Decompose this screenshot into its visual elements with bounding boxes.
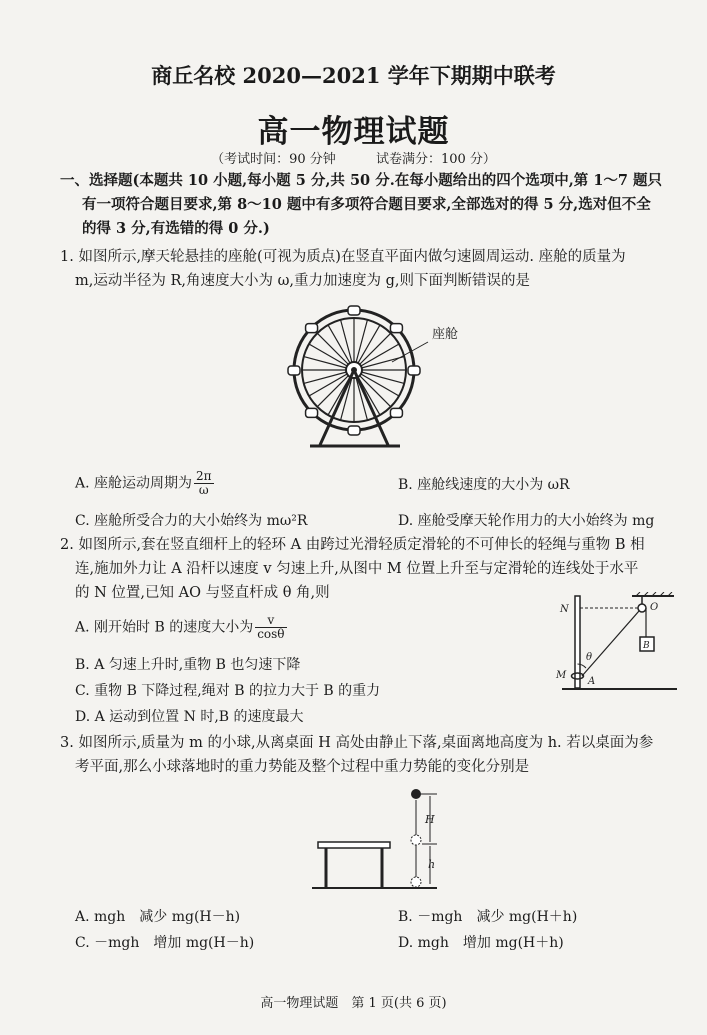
q2-option-b: B. A 匀速上升时,重物 B 也匀速下降 [75, 657, 301, 673]
q2-option-d: D. A 运动到位置 N 时,B 的速度最大 [75, 709, 304, 725]
q1-option-b: B. 座舱线速度的大小为 ωR [398, 477, 570, 493]
q2-stem-line3: 的 N 位置,已知 AO 与竖直杆成 θ 角,则 [75, 585, 330, 601]
q2-fraction-denominator: cosθ [257, 627, 285, 641]
q3-option-d: D. mgh 增加 mg(H＋h) [398, 935, 564, 951]
q1-option-a-fraction [194, 470, 214, 497]
wheel-cabin [348, 306, 360, 315]
ring-pulley-figure [552, 592, 682, 700]
wheel-cabin [306, 408, 318, 417]
q2-option-a-fraction [255, 614, 286, 641]
wheel-cabin [288, 366, 300, 375]
label-m: M [556, 670, 567, 681]
q1-option-d: D. 座舱受摩天轮作用力的大小始终为 mg [398, 513, 655, 529]
q1-fraction-denominator: ω [198, 483, 209, 497]
wheel-cabin [306, 324, 318, 333]
exam-info [0, 148, 707, 167]
q1-fraction-numerator: 2π [196, 469, 212, 483]
q2-option-a [75, 614, 287, 641]
section-heading-line3: 的得 3 分,有选错的得 0 分.) [82, 220, 270, 237]
page-title: 高一物理试题 [257, 114, 450, 150]
exam-score: 试卷满分：100 分） [375, 152, 496, 167]
exam-time: （考试时间：90 分钟 [211, 152, 336, 167]
q1-stem-line2: m,运动半径为 R,角速度大小为 ω,重力加速度为 g,则下面判断错误的是 [75, 273, 531, 289]
wheel-cabin [390, 408, 402, 417]
ferris-wheel-figure [280, 300, 480, 452]
q3-stem-line1: 3. 如图所示,质量为 m 的小球,从离桌面 H 高处由静止下落,桌面离地高度为 h. 若以桌面为参 [60, 735, 654, 751]
q1-option-a [75, 470, 214, 497]
falling-ball-figure [312, 784, 452, 896]
label-n: N [560, 604, 569, 615]
label-b: B [643, 641, 650, 651]
label-theta: θ [586, 652, 593, 663]
school-header: 商丘名校 2020—2021 学年下期期中联考 [151, 63, 556, 88]
q3-stem-line2: 考平面,那么小球落地时的重力势能及整个过程中重力势能的变化分别是 [75, 759, 530, 775]
label-height-h-lower: h [428, 858, 436, 871]
label-a: A [588, 676, 596, 687]
q1-option-c: C. 座舱所受合力的大小始终为 mω²R [75, 513, 308, 529]
wheel-cabin [348, 426, 360, 435]
q1-stem-line1: 1. 如图所示,摩天轮悬挂的座舱(可视为质点)在竖直平面内做匀速圆周运动. 座舱的质量为 [60, 249, 626, 265]
section-heading-line2: 有一项符合题目要求,第 8～10 题中有多项符合题目要求,全部选对的得 5 分,选对但不全 [82, 196, 651, 213]
q3-option-b: B. －mgh 减少 mg(H＋h) [398, 909, 578, 925]
q2-stem-line1: 2. 如图所示,套在竖直细杆上的轻环 A 由跨过光滑轻质定滑轮的不可伸长的轻绳与重物 B 相 [60, 537, 645, 553]
cabin-label: 座舱 [432, 327, 459, 342]
wheel-cabin [390, 324, 402, 333]
wheel-cabin [408, 366, 420, 375]
label-height-h-upper: H [425, 813, 435, 826]
q3-option-a: A. mgh 减少 mg(H－h) [75, 909, 241, 925]
q1-option-a-text: A. 座舱运动周期为 [75, 475, 193, 492]
section-heading-line1: 一、选择题(本题共 10 小题,每小题 5 分,共 50 分.在每小题给出的四个选项中,第 1～7 题只 [60, 172, 663, 189]
q2-option-c: C. 重物 B 下降过程,绳对 B 的拉力大于 B 的重力 [75, 683, 381, 699]
q2-fraction-numerator: v [255, 614, 286, 628]
q2-stem-line2: 连,施加外力让 A 沿杆以速度 v 匀速上升,从图中 M 位置上升至与定滑轮的连线处于水平 [75, 561, 639, 577]
label-o: O [650, 602, 659, 613]
q2-option-a-text: A. 刚开始时 B 的速度大小为 [75, 619, 254, 636]
page-footer: 高一物理试题 第 1 页(共 6 页) [260, 996, 447, 1011]
q3-option-c: C. －mgh 增加 mg(H－h) [75, 935, 255, 951]
